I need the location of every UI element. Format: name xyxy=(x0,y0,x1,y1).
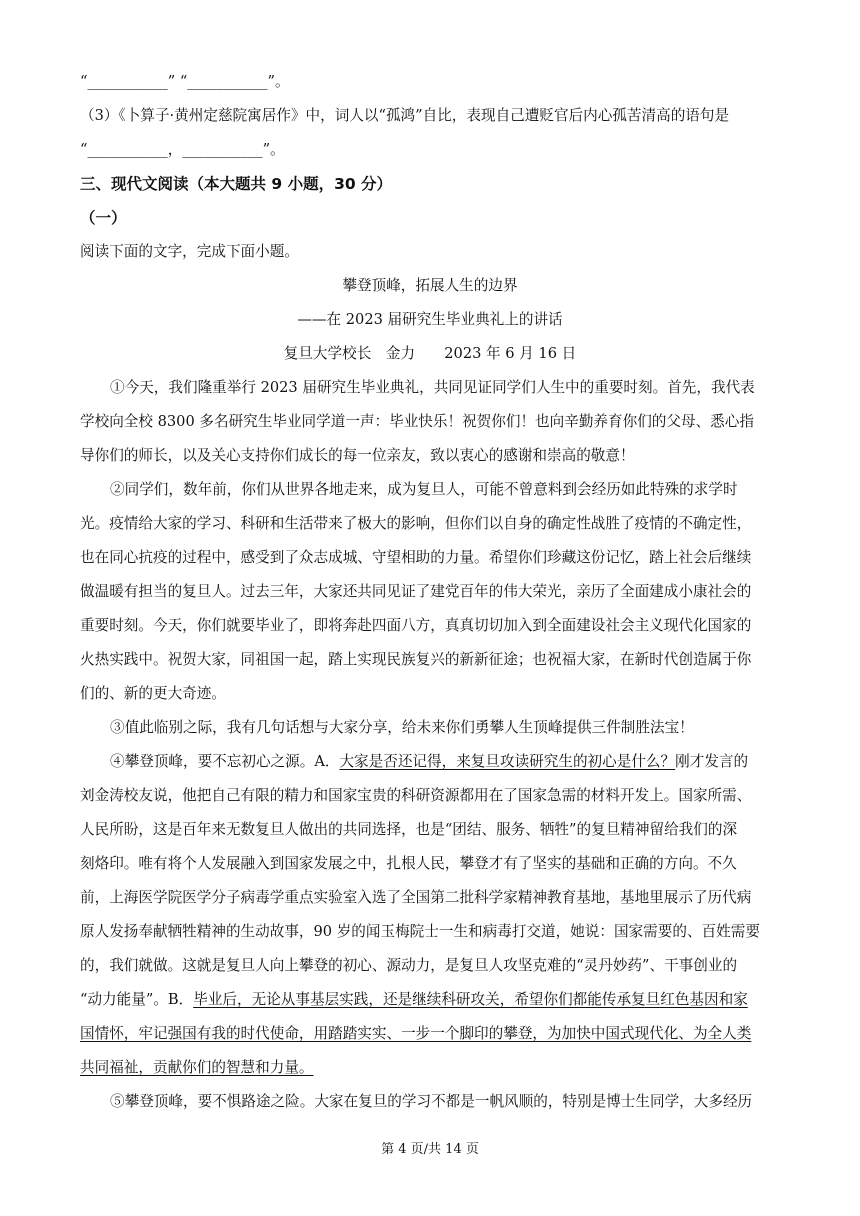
paragraph-line: 原人发扬奉献牺牲精神的生动故事，90 岁的闻玉梅院士一生和病毒打交道，她说：国家需要的、百姓需要 xyxy=(80,923,760,940)
paragraph-line: ②同学们，数年前，你们从世界各地走来，成为复旦人，可能不曾意料到会经历如此特殊的求学时 xyxy=(110,481,738,498)
paragraph-line: 做温暖有担当的复旦人。过去三年，大家还共同见证了建党百年的伟大荣光，亲历了全面建成小康社会的 xyxy=(80,583,752,600)
paragraph-line: 的，我们就做。这就是复旦人向上攀登的初心、源动力，是复旦人攻坚克难的“灵丹妙药”、干事创业的 xyxy=(80,957,738,974)
page-footer: 第 4 页/共 14 页 xyxy=(381,1142,479,1157)
paragraph-line: 火热实践中。祝贺大家，同祖国一起，踏上实现民族复兴的新新征途；也祝福大家，在新时代创造属于你 xyxy=(80,651,752,668)
paragraph-line: 也在同心抗疫的过程中，感受到了众志成城、守望相助的力量。希望你们珍藏这份记忆，踏上社会后继续 xyxy=(80,549,752,566)
blank-fill-line: “___________，___________”。 xyxy=(80,141,285,158)
article-subtitle: ——在 2023 届研究生毕业典礼上的讲话 xyxy=(297,311,563,328)
paragraph-line: 光。疫情给大家的学习、科研和生活带来了极大的影响，但你们以自身的确定性战胜了疫情的不确定性， xyxy=(80,515,752,532)
blank-fill-line: “___________” “___________”。 xyxy=(80,73,290,90)
underlined-sentence-b: 国情怀，牢记强国有我的时代使命，用踏踏实实、一步一个脚印的攀登，为加快中国式现代化、为全人类 xyxy=(80,1025,752,1042)
underlined-sentence-b: 毕业后，无论从事基层实践，还是继续科研攻关，希望你们都能传承复旦红色基因和家 xyxy=(193,991,748,1008)
paragraph-line: ①今天，我们隆重举行 2023 届研究生毕业典礼，共同见证同学们人生中的重要时刻。首先，我代表 xyxy=(110,379,755,396)
paragraph-text: “动力能量”。B． xyxy=(80,991,194,1008)
paragraph-line: 刘金涛校友说，他把自己有限的精力和国家宝贵的科研资源都用在了国家急需的材料开发上。国家所需、 xyxy=(80,787,752,804)
paragraph-line: 们的、新的更大奇迹。 xyxy=(80,685,226,702)
question-3: （3）《卜算子·黄州定慈院寓居作》中，词人以“孤鸿”自比，表现自己遭贬官后内心孤苦清高的语句是 xyxy=(80,107,730,124)
paragraph-line: ③值此临别之际，我有几句话想与大家分享，给未来你们勇攀人生顶峰提供三件制胜法宝！ xyxy=(110,719,694,736)
paragraph-text: 刚才发言的 xyxy=(675,753,749,770)
paragraph-line: 重要时刻。今天，你们就要毕业了，即将奔赴四面八方，真真切切加入到全面建设社会主义现代化国家的 xyxy=(80,617,752,634)
section-heading: 三、现代文阅读（本大题共 9 小题，30 分） xyxy=(80,175,393,193)
underlined-sentence-a: 大家是否还记得，来复旦攻读研究生的初心是什么？ xyxy=(339,753,676,770)
paragraph-line xyxy=(80,990,780,1010)
article-byline: 复旦大学校长 金力 2023 年 6 月 16 日 xyxy=(283,345,577,362)
paragraph-line xyxy=(110,752,780,772)
paragraph-line: 刻烙印。唯有将个人发展融入到国家发展之中，扎根人民，攀登才有了坚实的基础和正确的方向。不久 xyxy=(80,855,737,872)
paragraph-line: 前，上海医学院医学分子病毒学重点实验室入选了全国第二批科学家精神教育基地，基地里展示了历代病 xyxy=(80,889,752,906)
article-title: 攀登顶峰，拓展人生的边界 xyxy=(342,277,518,294)
paragraph-line: 学校向全校 8300 多名研究生毕业同学道一声：毕业快乐！祝贺你们！也向辛勤养育你们的父母、悉心指 xyxy=(80,413,754,430)
paragraph-line: 人民所盼，这是百年来无数复旦人做出的共同选择，也是“团结、服务、牺牲”的复旦精神留给我们的深 xyxy=(80,821,738,838)
paragraph-text: ④攀登顶峰，要不忘初心之源。A． xyxy=(110,753,340,770)
instruction: 阅读下面的文字，完成下面小题。 xyxy=(80,243,299,260)
subsection-heading: （一） xyxy=(80,209,127,227)
paragraph-line: 导你们的师长，以及关心支持你们成长的每一位亲友，致以衷心的感谢和崇高的敬意！ xyxy=(80,447,635,464)
paragraph-line: ⑤攀登顶峰，要不惧路途之险。大家在复旦的学习不都是一帆风顺的，特别是博士生同学，大多经历 xyxy=(110,1093,753,1110)
underlined-sentence-b: 共同福祉，贡献你们的智慧和力量。 xyxy=(80,1059,314,1076)
